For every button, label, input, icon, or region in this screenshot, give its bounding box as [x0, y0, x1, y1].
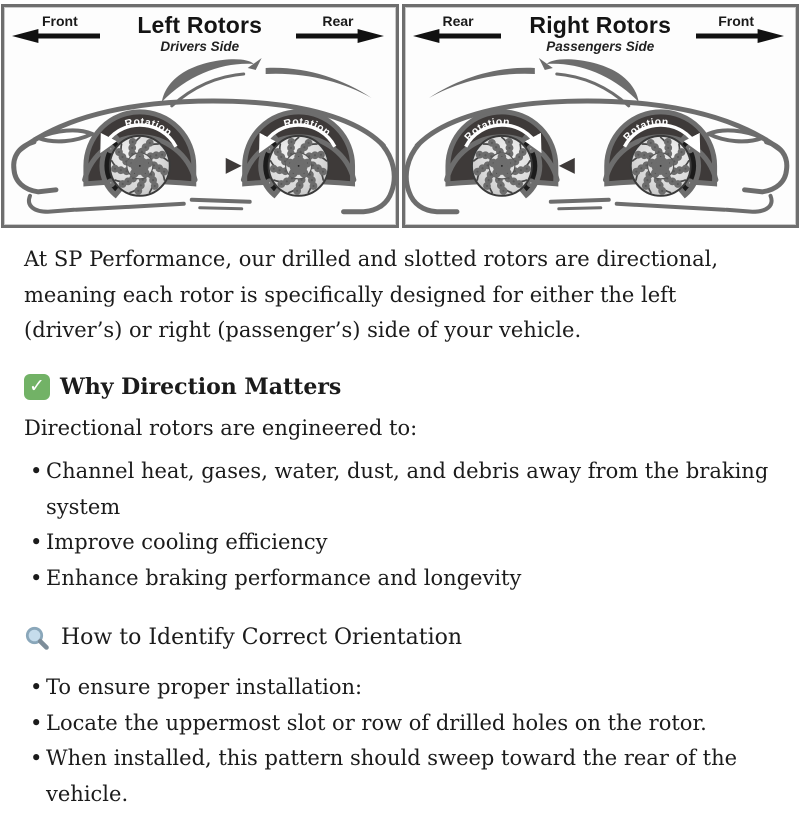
front-label-text: Front	[718, 13, 754, 29]
front-direction-label	[12, 14, 100, 43]
panel-title: Left Rotors	[137, 12, 263, 38]
left-rotors-panel	[1, 4, 399, 228]
list-item: • To ensure proper installation:	[32, 670, 776, 706]
why-direction-matters-heading	[24, 369, 776, 405]
panel-subtitle: Drivers Side	[160, 39, 240, 54]
right-arrow-icon	[296, 29, 384, 43]
rear-label-text: Rear	[322, 13, 354, 29]
left-panel-header	[4, 7, 396, 54]
rotor-direction-diagram	[0, 0, 800, 228]
identify-orientation-heading	[24, 620, 776, 656]
left-panel-title-block	[104, 14, 296, 54]
right-panel-title-block	[505, 14, 697, 54]
right-car-illustration	[405, 54, 797, 226]
left-arrow-icon	[413, 29, 501, 43]
front-label-text: Front	[42, 13, 78, 29]
benefits-list	[24, 454, 776, 596]
heading-text: Why Direction Matters	[60, 373, 342, 400]
panel-subtitle: Passengers Side	[546, 39, 655, 54]
front-direction-label	[696, 14, 784, 43]
list-item: • Channel heat, gases, water, dust, and debris away from the braking system	[32, 454, 776, 525]
heading-text: How to Identify Correct Orientation	[61, 625, 463, 651]
engineered-to-lead: Directional rotors are engineered to:	[24, 415, 418, 440]
rotation-label: Rotation	[282, 116, 333, 139]
list-item: • Improve cooling efficiency	[32, 525, 776, 561]
magnifying-glass-icon	[24, 625, 51, 652]
panel-title: Right Rotors	[529, 12, 672, 38]
rear-direction-label	[296, 14, 384, 43]
rotation-label: Rotation	[621, 116, 669, 143]
list-item: • When installed, this pattern should sweep toward the rear of the vehicle.	[32, 741, 776, 812]
rotation-label: Rotation	[462, 116, 510, 143]
check-mark-icon: ✓	[24, 374, 50, 400]
orientation-steps-list	[24, 670, 776, 812]
left-car-illustration	[4, 54, 396, 226]
article	[0, 228, 800, 822]
right-arrow-icon	[696, 29, 784, 43]
list-item: • Locate the uppermost slot or row of drilled holes on the rotor.	[32, 706, 776, 742]
right-panel-header	[405, 7, 797, 54]
left-arrow-icon	[12, 29, 100, 43]
intro-paragraph: At SP Performance, our drilled and slotted rotors are directional, meaning each rotor is specifically designed for either the left (driver’s) or right (passenger’s) side of your vehicle.	[24, 247, 719, 343]
right-rotors-panel	[402, 4, 800, 228]
rear-direction-label	[413, 14, 501, 43]
rear-label-text: Rear	[442, 13, 474, 29]
rotation-label: Rotation	[123, 116, 174, 139]
list-item: • Enhance braking performance and longevity	[32, 561, 776, 597]
